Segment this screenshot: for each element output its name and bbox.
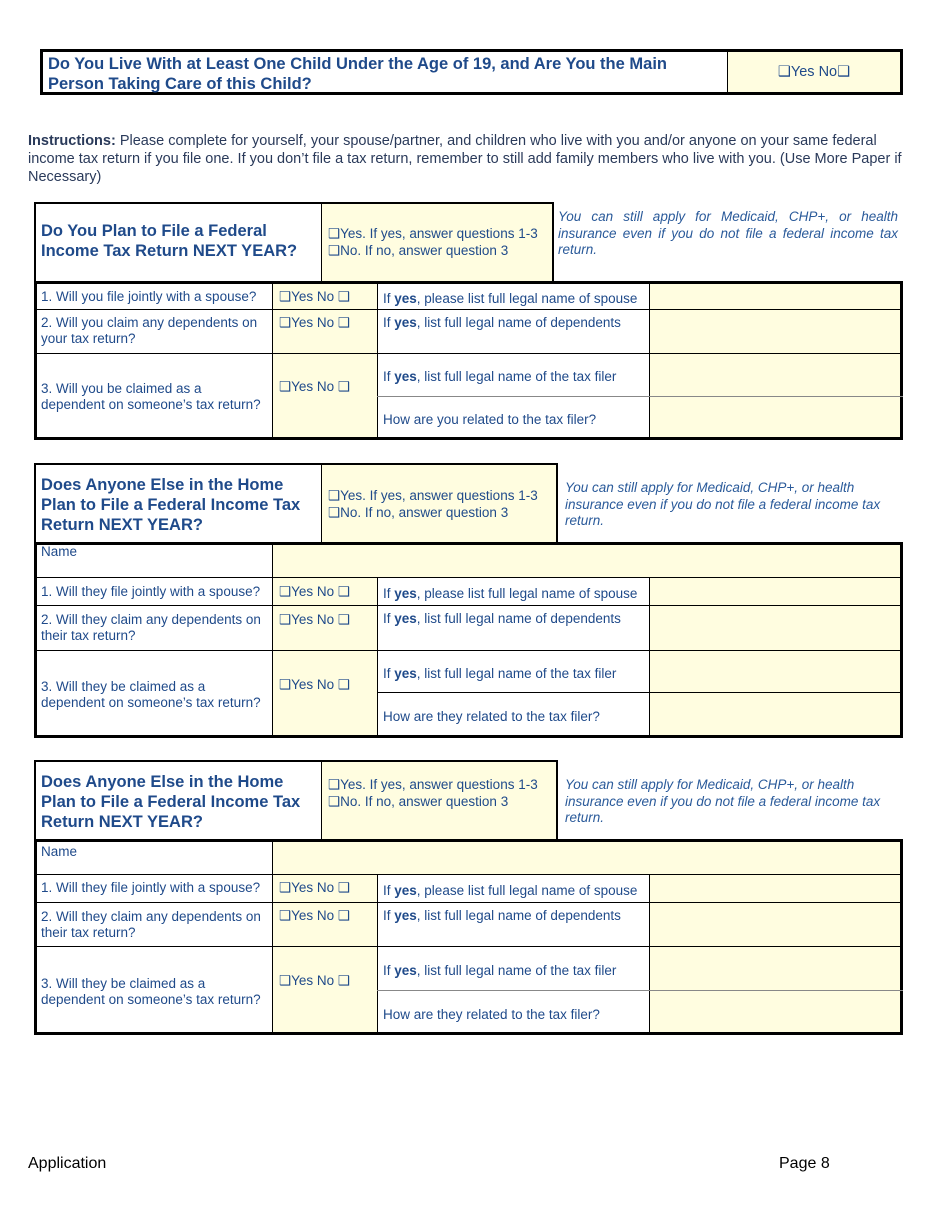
section3-r3: If yes, list full legal name of the tax filer bbox=[383, 963, 617, 978]
section3-q3-yes-no[interactable]: ❑Yes No ❑ bbox=[279, 973, 350, 988]
section2-q1-yes-no[interactable]: ❑Yes No ❑ bbox=[279, 584, 350, 599]
section1-note: You can still apply for Medicaid, CHP+, or health insurance even if you do not file a federal income tax return. bbox=[558, 209, 898, 257]
section1-spouse-name-field[interactable] bbox=[651, 284, 900, 309]
section3-opt-no[interactable]: ❑No. If no, answer question 3 bbox=[328, 794, 509, 809]
section1-q2-yes-no[interactable]: ❑Yes No ❑ bbox=[279, 315, 350, 330]
section1-r4: How are you related to the tax filer? bbox=[383, 412, 597, 427]
footer-page-number: Page 8 bbox=[779, 1155, 830, 1172]
section2-opt-no[interactable]: ❑No. If no, answer question 3 bbox=[328, 505, 509, 520]
section3-spouse-name-field[interactable] bbox=[651, 875, 900, 902]
section2-spouse-name-field[interactable] bbox=[651, 578, 900, 605]
section2-dependents-field[interactable] bbox=[651, 606, 900, 650]
section2-name-field[interactable] bbox=[274, 545, 900, 577]
section2-q2: 2. Will they claim any dependents on their tax return? bbox=[41, 612, 261, 643]
section3-q2-yes-no[interactable]: ❑Yes No ❑ bbox=[279, 908, 350, 923]
section3-name-label: Name bbox=[41, 844, 78, 859]
instructions bbox=[28, 132, 908, 186]
section1-q3-yes-no[interactable]: ❑Yes No ❑ bbox=[279, 379, 350, 394]
section1-opt-no[interactable]: ❑No. If no, answer question 3 bbox=[328, 243, 509, 258]
section2-q2-yes-no[interactable]: ❑Yes No ❑ bbox=[279, 612, 350, 627]
section1-r3: If yes, list full legal name of the tax filer bbox=[383, 369, 617, 384]
child-question-yes-no[interactable]: ❑Yes No❑ bbox=[728, 52, 900, 92]
section3-opt-yes[interactable]: ❑Yes. If yes, answer questions 1-3 bbox=[328, 777, 538, 792]
section2-r4: How are they related to the tax filer? bbox=[383, 709, 600, 724]
section2-name-label: Name bbox=[41, 544, 78, 559]
section2-opt-yes[interactable]: ❑Yes. If yes, answer questions 1-3 bbox=[328, 488, 538, 503]
section1-q3: 3. Will you be claimed as a dependent on someone’s tax return? bbox=[41, 381, 261, 412]
section2-r3: If yes, list full legal name of the tax filer bbox=[383, 666, 617, 681]
section3-q2: 2. Will they claim any dependents on their tax return? bbox=[41, 909, 261, 940]
section1-dependents-field[interactable] bbox=[651, 310, 900, 353]
section3-title: Does Anyone Else in the Home Plan to File a Federal Income Tax Return NEXT YEAR? bbox=[41, 773, 301, 831]
section1-q1-yes-no[interactable]: ❑Yes No ❑ bbox=[279, 289, 350, 304]
section3-r1: If yes, please list full legal name of spouse bbox=[383, 883, 638, 898]
section2-title: Does Anyone Else in the Home Plan to File a Federal Income Tax Return NEXT YEAR? bbox=[41, 476, 301, 534]
section1-q2: 2. Will you claim any dependents on your tax return? bbox=[41, 315, 258, 346]
section1-title: Do You Plan to File a Federal Income Tax Return NEXT YEAR? bbox=[41, 222, 298, 260]
section1-r2: If yes, list full legal name of dependents bbox=[383, 315, 621, 330]
child-question-text: Do You Live With at Least One Child Under the Age of 19, and Are You the Main Person Taking Care of this Child? bbox=[48, 55, 667, 93]
section2-relation-field[interactable] bbox=[651, 693, 900, 735]
section3-note: You can still apply for Medicaid, CHP+, or health insurance even if you do not file a federal income tax return. bbox=[565, 777, 881, 825]
section3-tax-filer-field[interactable] bbox=[651, 947, 900, 990]
section2-q1: 1. Will they file jointly with a spouse? bbox=[41, 584, 261, 599]
section3-relation-field[interactable] bbox=[651, 991, 900, 1032]
section2-q3: 3. Will they be claimed as a dependent on someone’s tax return? bbox=[41, 679, 261, 710]
section2-note: You can still apply for Medicaid, CHP+, or health insurance even if you do not file a federal income tax return. bbox=[565, 480, 881, 528]
section1-opt-yes[interactable]: ❑Yes. If yes, answer questions 1-3 bbox=[328, 226, 538, 241]
section3-dependents-field[interactable] bbox=[651, 903, 900, 946]
section3-q1: 1. Will they file jointly with a spouse? bbox=[41, 880, 261, 895]
section1-r1: If yes, please list full legal name of spouse bbox=[383, 291, 638, 306]
section2-r2: If yes, list full legal name of dependents bbox=[383, 611, 621, 626]
child-question-box bbox=[40, 49, 903, 95]
footer-left: Application bbox=[28, 1155, 107, 1172]
instructions-text: Please complete for yourself, your spouse/partner, and children who live with you and/or anyone on your same federal income tax return if you file one. If you don’t file a tax return, remember to still add family members who live with you. (Use More Paper if Necessary) bbox=[28, 133, 902, 185]
section3-r4: How are they related to the tax filer? bbox=[383, 1007, 600, 1022]
section3-q1-yes-no[interactable]: ❑Yes No ❑ bbox=[279, 880, 350, 895]
section1-tax-filer-field[interactable] bbox=[651, 354, 900, 396]
section2-q3-yes-no[interactable]: ❑Yes No ❑ bbox=[279, 677, 350, 692]
section2-r1: If yes, please list full legal name of spouse bbox=[383, 586, 638, 601]
section1-relation-field[interactable] bbox=[651, 397, 900, 437]
section2-tax-filer-field[interactable] bbox=[651, 651, 900, 692]
section1-q1: 1. Will you file jointly with a spouse? bbox=[41, 289, 257, 304]
section3-name-field[interactable] bbox=[274, 842, 900, 874]
section3-q3: 3. Will they be claimed as a dependent on someone’s tax return? bbox=[41, 976, 261, 1007]
section3-r2: If yes, list full legal name of dependents bbox=[383, 908, 621, 923]
instructions-label: Instructions: bbox=[28, 133, 116, 149]
